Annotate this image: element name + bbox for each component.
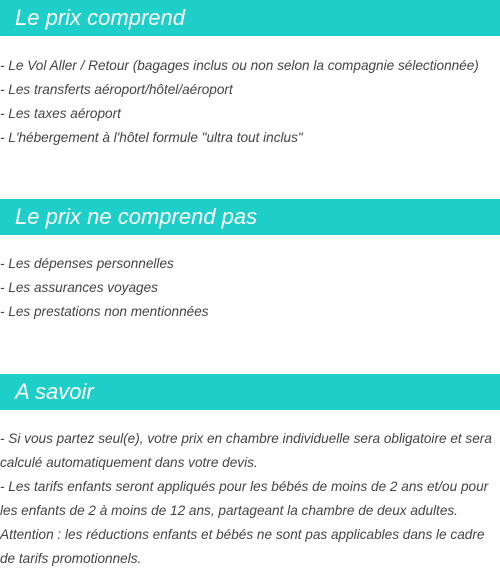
section-title-not-included: Le prix ne comprend pas <box>15 204 258 229</box>
paragraph: - Si vous partez seul(e), votre prix en chambre individuelle sera obligatoire et sera calculé automatiquement dans votre devis. <box>0 431 492 470</box>
list-item: - Les transferts aéroport/hôtel/aéroport <box>0 82 233 97</box>
section-title-included: Le prix comprend <box>15 5 185 30</box>
section-title-good-to-know: A savoir <box>15 379 94 404</box>
paragraph: - Les tarifs enfants seront appliqués pour les bébés de moins de 2 ans et/ou pour les enfants de 2 à moins de 12 ans, partageant la chambre de deux adultes. <box>0 479 489 518</box>
section-body-included <box>0 54 500 150</box>
section-header-not-included <box>0 199 500 235</box>
list-item: - Le Vol Aller / Retour (bagages inclus ou non selon la compagnie sélectionnée) <box>0 58 479 73</box>
paragraph: Attention : les réductions enfants et bébés ne sont pas applicables dans le cadre de tarifs promotionnels. <box>0 527 485 566</box>
list-item: - Les prestations non mentionnées <box>0 304 209 319</box>
list-item: - Les dépenses personnelles <box>0 256 174 271</box>
section-header-included <box>0 0 500 36</box>
section-body-good-to-know <box>0 427 500 571</box>
list-item: - Les assurances voyages <box>0 280 158 295</box>
section-header-good-to-know <box>0 374 500 410</box>
section-body-not-included <box>0 252 500 324</box>
list-item: - L'hébergement à l'hôtel formule "ultra tout inclus" <box>0 130 303 145</box>
list-item: - Les taxes aéroport <box>0 106 121 121</box>
